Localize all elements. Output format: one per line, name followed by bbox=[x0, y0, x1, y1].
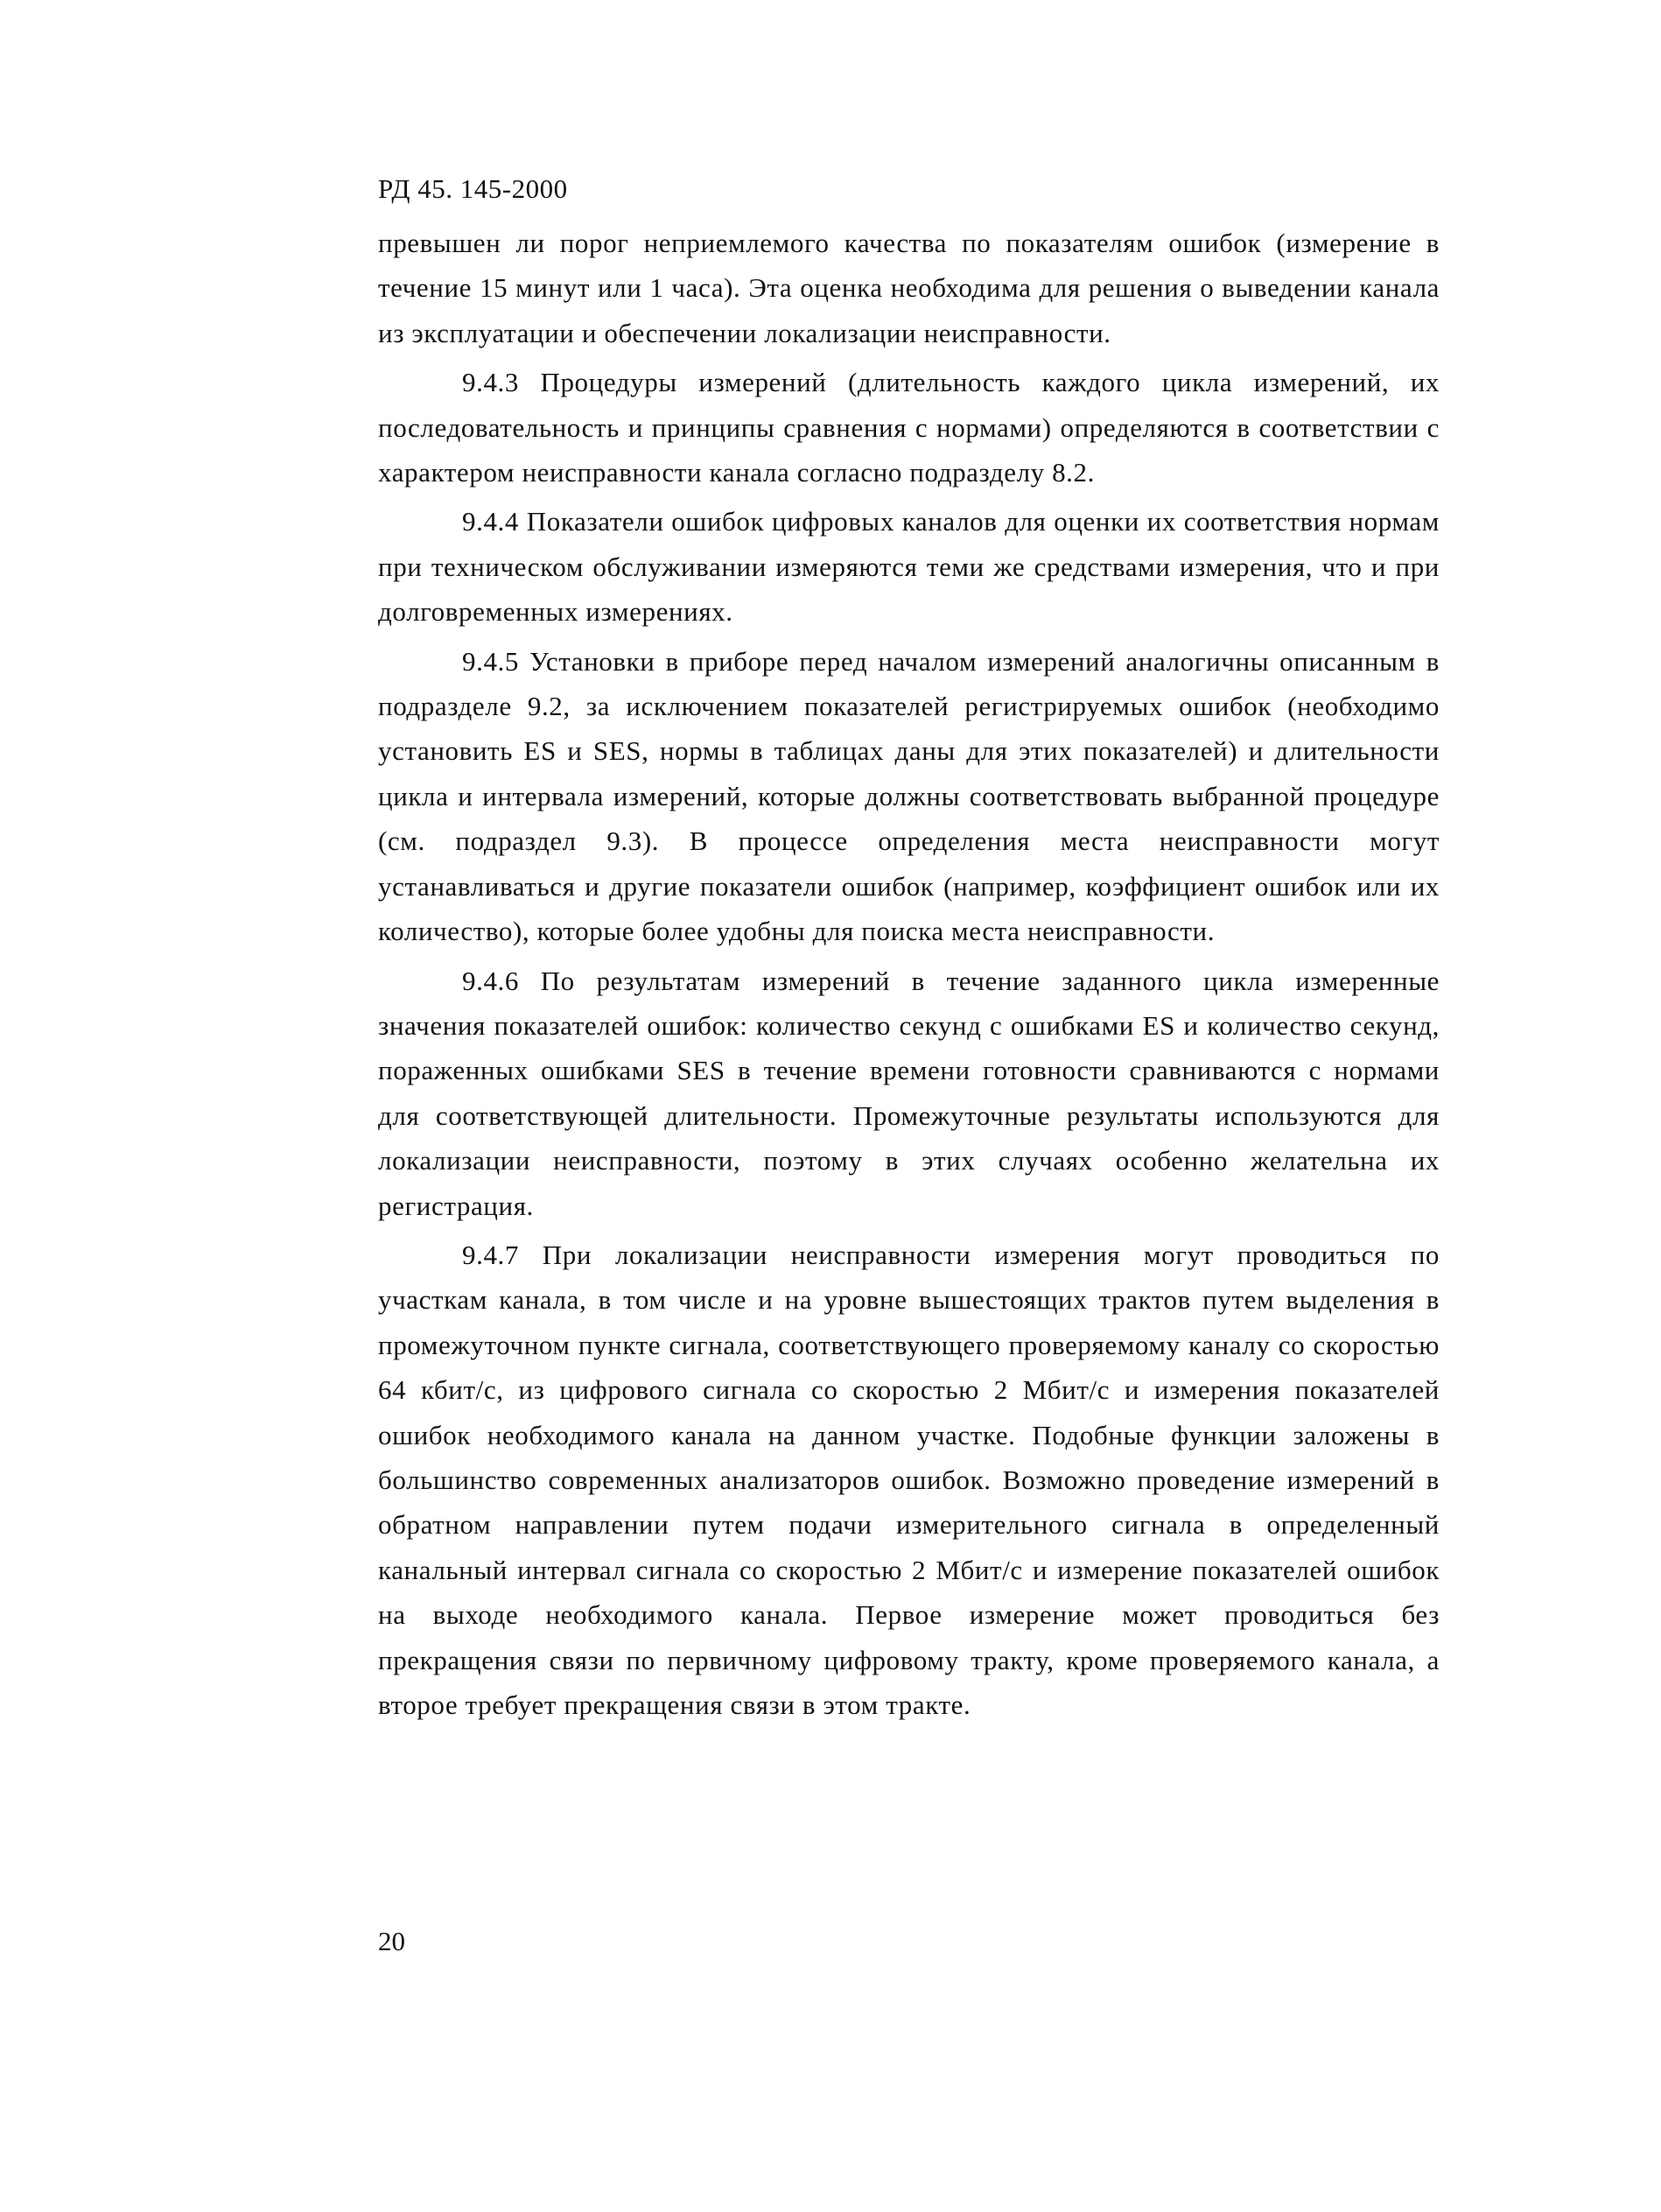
document-body bbox=[378, 221, 1440, 1731]
document-header: РД 45. 145-2000 bbox=[378, 173, 568, 204]
paragraph-9-4-6: 9.4.6 По результатам измерений в течение заданного цикла измеренные значения показателей ошибок: количество секунд с ошибками ES и количество секунд, пораженных ошибками SES в течение времени готовности сравниваются с нормами для соответствующей длительности. Промежуточные результаты используются для локализации неисправности, поэтому в этих случаях особенно желательна их регистрация. bbox=[378, 965, 1440, 1221]
paragraph-continued: превышен ли порог неприемлемого качества по показателям ошибок (измерение в течение 15 минут или 1 часа). Эта оценка необходима для решения о выведении канала из эксплуатации и обеспечении локализации неисправности. bbox=[378, 228, 1440, 348]
paragraph-9-4-5: 9.4.5 Установки в приборе перед началом измерений аналогичны описанным в подразделе 9.2, за исключением показателей регистрируемых ошибок (необходимо установить ES и SES, нормы в таблицах даны для этих показателей) и длительности цикла и интервала измерений, которые должны соответствовать выбранной процедуре (см. подраздел 9.3). В процессе определения места неисправности могут устанавливаться и другие показатели ошибок (например, коэффициент ошибок или их количество), которые более удобны для поиска места неисправности. bbox=[378, 645, 1440, 947]
paragraph-9-4-7: 9.4.7 При локализации неисправности измерения могут проводиться по участкам канала, в том числе и на уровне вышестоящих трактов путем выделения в промежуточном пункте сигнала, соответствующего проверяемому каналу со скоростью 64 кбит/с, из цифрового сигнала со скоростью 2 Мбит/с и измерения показателей ошибок необходимого канала на данном участке. Подобные функции заложены в большинство современных анализаторов ошибок. Возможно проведение измерений в обратном направлении путем подачи измерительного сигнала в определенный канальный интервал сигнала со скоростью 2 Мбит/с и измерение показателей ошибок на выходе необходимого канала. Первое измерение может проводиться без прекращения связи по первичному цифровому тракту, кроме проверяемого канала, а второе требует прекращения связи в этом тракте. bbox=[378, 1239, 1440, 1720]
page-number: 20 bbox=[378, 1926, 405, 1956]
paragraph-9-4-3: 9.4.3 Процедуры измерений (длительность каждого цикла измерений, их последовательность и принципы сравнения с нормами) определяются в соответствии с характером неисправности канала согласно подразделу 8.2. bbox=[378, 367, 1440, 488]
paragraph-9-4-4: 9.4.4 Показатели ошибок цифровых каналов для оценки их соответствия нормам при техническом обслуживании измеряются теми же средствами измерения, что и при долговременных измерениях. bbox=[378, 506, 1440, 628]
